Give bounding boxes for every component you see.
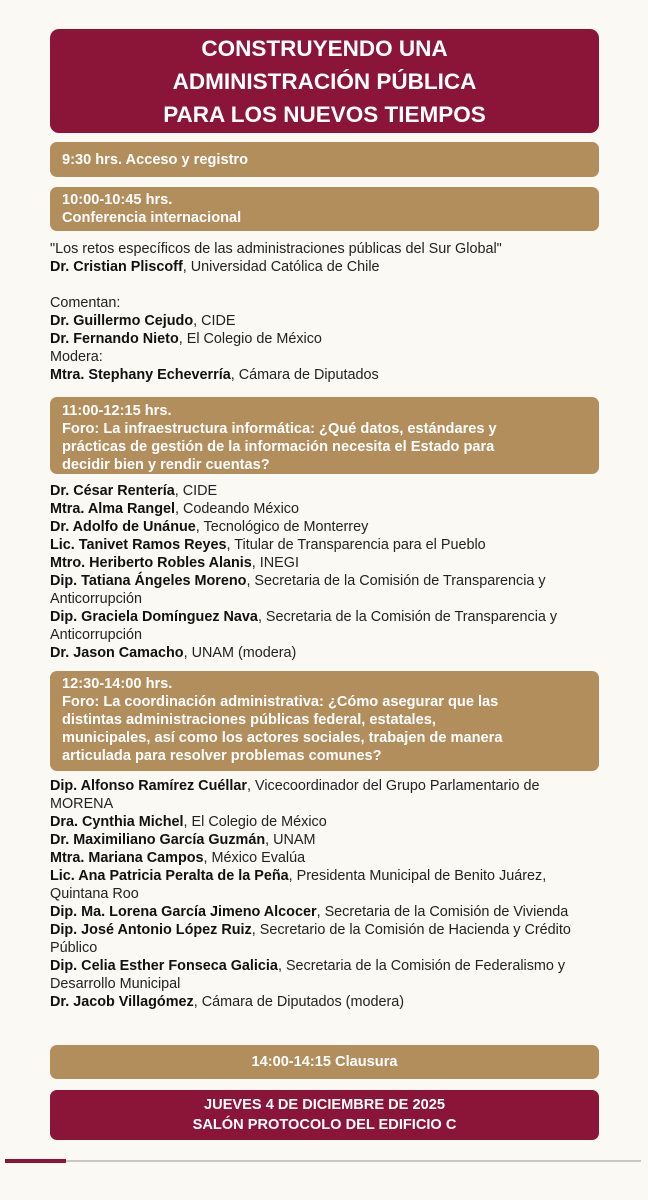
moderator-name: Mtra. Stephany Echeverría [50, 367, 231, 383]
foro2-participants [50, 777, 599, 1011]
foro1-time: 11:00-12:15 hrs. [62, 403, 172, 419]
speaker-affiliation: , Universidad Católica de Chile [182, 259, 380, 275]
foro2-title-line: Foro: La coordinación administrativa: ¿Cómo asegurar que las [62, 694, 499, 710]
participant-name: Dip. José Antonio López Ruiz [50, 922, 252, 938]
foro1-title-line: decidir bien y rendir cuentas? [62, 457, 270, 473]
participant-affiliation: , UNAM (modera) [183, 645, 297, 661]
participant-affiliation: , El Colegio de México [183, 814, 327, 830]
participant-affiliation: , Presidenta Municipal de Benito Juárez, Quintana Roo [50, 868, 547, 902]
bottom-accent [5, 1159, 66, 1163]
foro2-title-line: distintas administraciones públicas federal, estatales, [62, 712, 436, 728]
participant-name: Mtra. Alma Rangel [50, 501, 176, 517]
commentator-affiliation: , CIDE [193, 313, 236, 329]
event-title-line-2: ADMINISTRACIÓN PÚBLICA [172, 68, 477, 94]
event-title-line-1: CONSTRUYENDO UNA [201, 35, 448, 61]
participant-name: Dra. Cynthia Michel [50, 814, 184, 830]
participant-affiliation: , CIDE [174, 483, 218, 499]
foro1-bar [50, 397, 599, 474]
foro2-title-line: municipales, así como los actores sociales, trabajen de manera [62, 730, 503, 746]
participant [50, 903, 599, 921]
foro1-participants [50, 482, 599, 662]
commentator-name: Dr. Guillermo Cejudo [50, 313, 194, 329]
commentator-name: Dr. Fernando Nieto [50, 331, 179, 347]
participant-affiliation: , UNAM [265, 832, 316, 848]
event-venue: SALÓN PROTOCOLO DEL EDIFICIO C [192, 1117, 457, 1133]
participant-name: Dip. Graciela Domínguez Nava [50, 609, 258, 625]
participant-name: Lic. Ana Patricia Peralta de la Peña [50, 868, 289, 884]
participant [50, 957, 599, 993]
participant [50, 554, 599, 572]
registro-label: 9:30 hrs. Acceso y registro [62, 151, 249, 168]
conferencia-time: 10:00-10:45 hrs. [62, 192, 173, 208]
participant-name: Dip. Alfonso Ramírez Cuéllar [50, 778, 247, 794]
event-date-venue [50, 1090, 599, 1140]
bottom-divider [5, 1160, 641, 1162]
conferencia-details [50, 240, 599, 384]
participant [50, 572, 599, 608]
clausura-label: 14:00-14:15 Clausura [251, 1054, 398, 1070]
registro-bar [50, 142, 599, 177]
comment-label: Comentan: [50, 295, 121, 311]
event-date: JUEVES 4 DE DICIEMBRE DE 2025 [204, 1097, 445, 1113]
participant-affiliation: , Secretaria de la Comisión de Transparencia y Anticorrupción [50, 573, 546, 607]
participant [50, 500, 599, 518]
participant-name: Lic. Tanivet Ramos Reyes [50, 537, 227, 553]
participant [50, 536, 599, 554]
participant-name: Dip. Celia Esther Fonseca Galicia [50, 958, 278, 974]
participant [50, 831, 599, 849]
participant-name: Dr. Jacob Villagómez [50, 994, 194, 1010]
participant [50, 993, 599, 1011]
moderator-label: Modera: [50, 349, 103, 365]
participant-name: Dip. Ma. Lorena García Jimeno Alcocer [50, 904, 317, 920]
foro1-title-line: Foro: La infraestructura informática: ¿Qué datos, estándares y [62, 421, 497, 437]
participant-affiliation: , Titular de Transparencia para el Pueblo [226, 537, 486, 553]
participant [50, 867, 599, 903]
foro2-time: 12:30-14:00 hrs. [62, 676, 173, 692]
participant [50, 921, 599, 957]
participant [50, 482, 599, 500]
participant-affiliation: , Secretaria de la Comisión de Federalismo y Desarrollo Municipal [50, 958, 566, 992]
participant-affiliation: , Codeando México [175, 501, 300, 517]
conferencia-label: Conferencia internacional [62, 210, 242, 226]
participant [50, 813, 599, 831]
conferencia-bar [50, 187, 599, 231]
commentator [50, 330, 599, 348]
participant-name: Mtro. Heriberto Robles Alanis [50, 555, 252, 571]
moderator [50, 366, 599, 384]
foro2-title-line: articulada para resolver problemas comunes? [62, 748, 382, 764]
participant-affiliation: , México Evalúa [203, 850, 306, 866]
speaker-name: Dr. Cristian Pliscoff [50, 259, 183, 275]
participant [50, 644, 599, 662]
participant [50, 777, 599, 813]
commentator [50, 312, 599, 330]
event-title [50, 29, 599, 133]
event-title-line-3: PARA LOS NUEVOS TIEMPOS [163, 101, 486, 127]
participant-name: Dr. César Rentería [50, 483, 175, 499]
participant-name: Dr. Jason Camacho [50, 645, 184, 661]
participant-affiliation: , Secretaria de la Comisión de Transparencia y Anticorrupción [50, 609, 558, 643]
participant-affiliation: , Tecnológico de Monterrey [195, 519, 369, 535]
foro1-title-line: prácticas de gestión de la información necesita el Estado para [62, 439, 495, 455]
spacer [50, 276, 599, 294]
talk-title: "Los retos específicos de las administraciones públicas del Sur Global" [50, 241, 502, 257]
participant-affiliation: , Vicecoordinador del Grupo Parlamentario de MORENA [50, 778, 540, 812]
participant-affiliation: , INEGI [251, 555, 299, 571]
commentator-affiliation: , El Colegio de México [178, 331, 322, 347]
participant-name: Dr. Adolfo de Unánue [50, 519, 196, 535]
moderator-affiliation: , Cámara de Diputados [230, 367, 379, 383]
participant [50, 608, 599, 644]
participant-name: Mtra. Mariana Campos [50, 850, 204, 866]
participant-name: Dr. Maximiliano García Guzmán [50, 832, 266, 848]
participant [50, 518, 599, 536]
participant-affiliation: , Cámara de Diputados (modera) [193, 994, 405, 1010]
foro2-bar [50, 671, 599, 771]
participant-name: Dip. Tatiana Ángeles Moreno [50, 573, 247, 589]
participant-affiliation: , Secretario de la Comisión de Hacienda y Crédito Público [50, 922, 571, 956]
speaker [50, 258, 599, 276]
participant-affiliation: , Secretaria de la Comisión de Vivienda [316, 904, 569, 920]
participant [50, 849, 599, 867]
clausura-bar [50, 1045, 599, 1079]
